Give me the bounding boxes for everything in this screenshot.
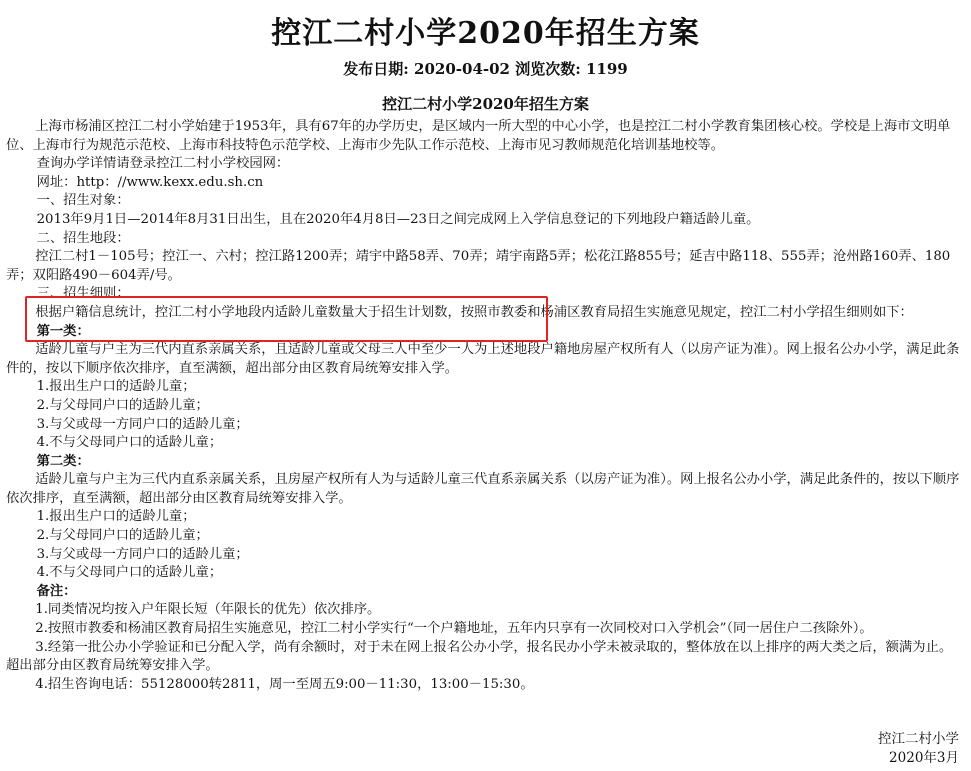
category1-item: 4.不与父母同户口的适龄儿童； bbox=[36, 435, 223, 451]
section1-text: 2013年9月1日—2014年8月31日出生，且在2020年4月8日—23日之间完成网上入学信息登记的下列地段户籍适龄儿童。 bbox=[36, 211, 760, 227]
article-body bbox=[6, 118, 965, 694]
query-line: 查询办学详情请登录控江二村小学校园网： bbox=[36, 156, 290, 172]
category2-text: 适龄儿童与户主为三代内直系亲属关系，且房屋产权所有人为与适龄儿童三代直系亲属关系（以房产证为准）。网上报名公办小学，满足此条件的，按以下顺序依次排序，直至满额，超出部分由区教育局统筹安排入学。 bbox=[6, 472, 960, 506]
category1-item: 3.与父或母一方同户口的适龄儿童； bbox=[36, 416, 249, 432]
page-title: 控江二村小学2020年招生方案 bbox=[271, 16, 700, 51]
signature-block bbox=[878, 730, 959, 768]
section3-heading: 三、招生细则： bbox=[36, 286, 130, 302]
category2-heading: 第二类： bbox=[36, 453, 90, 469]
signature-org: 控江二村小学 bbox=[878, 731, 959, 747]
category1-heading: 第一类： bbox=[36, 323, 90, 339]
category2-item: 2.与父母同户口的适龄儿童； bbox=[36, 528, 209, 544]
publish-meta: 发布日期: 2020-04-02 浏览次数: 1199 bbox=[343, 60, 628, 78]
signature-date: 2020年3月 bbox=[889, 750, 959, 766]
category2-item: 4.不与父母同户口的适龄儿童； bbox=[36, 565, 223, 581]
url-line: 网址：http：//www.kexx.edu.sh.cn bbox=[36, 174, 264, 190]
category1-text: 适龄儿童与户主为三代内直系亲属关系，且适龄儿童或父母三人中至少一人为上述地段户籍地房屋产权所有人（以房产证为准）。网上报名公办小学，满足此条件的，按以下顺序依次排序，直至满额，超出部分由区教育局统筹安排入学。 bbox=[6, 342, 960, 376]
category2-item: 3.与父或母一方同户口的适龄儿童； bbox=[36, 546, 249, 562]
section2-text: 控江二村1－105号；控江一、六村；控江路1200弄；靖宇中路58弄、70弄；靖宇南路5弄；松花江路855号；延吉中路118、555弄；沧州路160弄、180弄；双阳路490－604弄/号。 bbox=[6, 249, 951, 283]
notes-heading: 备注： bbox=[36, 583, 77, 599]
section2-heading: 二、招生地段： bbox=[36, 230, 130, 246]
intro-paragraph: 上海市杨浦区控江二村小学始建于1953年，具有67年的办学历史，是区域内一所大型的中心小学，也是控江二村小学教育集团核心校。学校是上海市文明单位、上海市行为规范示范校、上海市科技特色示范学校、上海市少先队工作示范校、上海市见习教师规范化培训基地校等。 bbox=[6, 119, 951, 153]
note-item: 1.同类情况均按入户年限长短（年限长的优先）依次排序。 bbox=[35, 602, 381, 618]
category2-item: 1.报出生户口的适龄儿童； bbox=[36, 509, 196, 525]
section1-heading: 一、招生对象： bbox=[36, 193, 130, 209]
article-subtitle: 控江二村小学2020年招生方案 bbox=[382, 95, 589, 113]
section3-text: 根据户籍信息统计，控江二村小学地段内适龄儿童数量大于招生计划数，按照市教委和杨浦区教育局招生实施意见规定，控江二村小学招生细则如下： bbox=[35, 304, 913, 320]
category1-item: 1.报出生户口的适龄儿童； bbox=[36, 379, 196, 395]
note-item: 3.经第一批公办小学验证和已分配入学，尚有余额时，对于未在网上报名公办小学，报名民办小学未被录取的，整体放在以上排序的两大类之后，额满为止。超出部分由区教育局统筹安排入学。 bbox=[6, 639, 953, 674]
note-item: 4.招生咨询电话：55128000转2811，周一至周五9:00－11:30，13:00－15:30。 bbox=[35, 676, 534, 692]
note-item: 2.按照市教委和杨浦区教育局招生实施意见，控江二村小学实行“一个户籍地址，五年内只享有一次同校对口入学机会”（同一居住户二孩除外）。 bbox=[35, 621, 873, 637]
category1-item: 2.与父母同户口的适龄儿童； bbox=[36, 397, 209, 413]
